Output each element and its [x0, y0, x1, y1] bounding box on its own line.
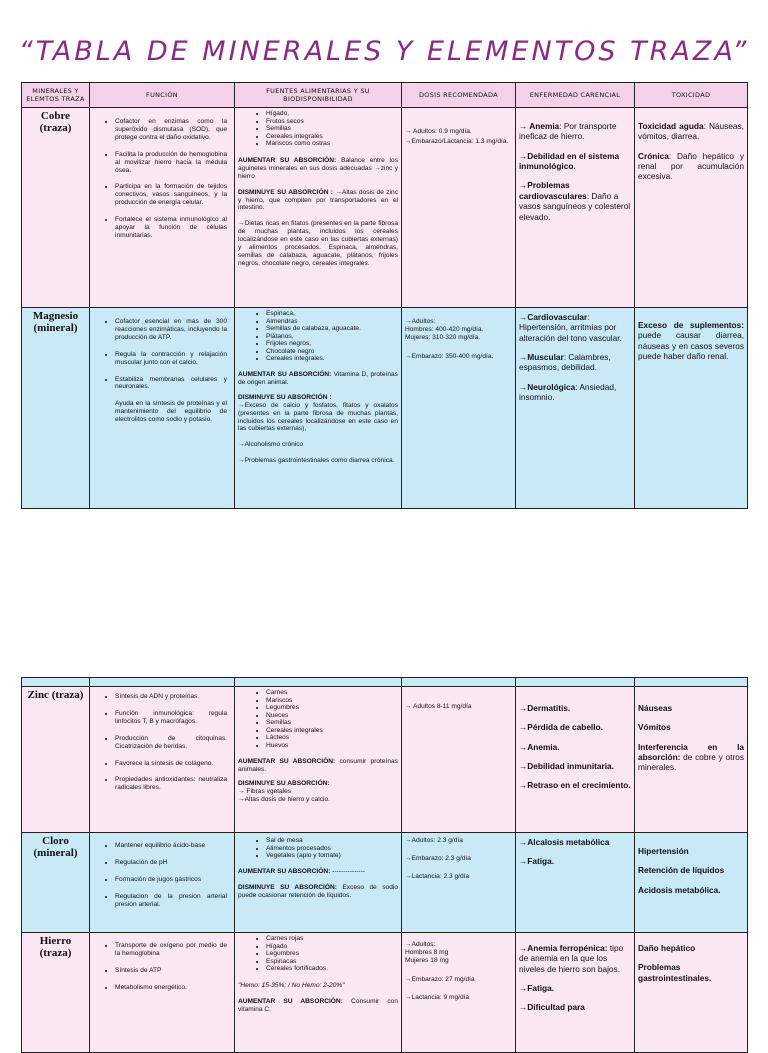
- def-text: : Ansiedad, insomnio.: [519, 381, 617, 403]
- list-item: • Transporte de oxígeno por medio de la hemoglobina: [115, 942, 227, 958]
- list-item: • Formación de jugos gástricos: [115, 876, 227, 884]
- disminuye-text: →Altas dosis de zinc y hierro, que compiten por transportadores en el intestino.: [238, 188, 398, 212]
- mineral-name: Zinc (traza): [22, 687, 90, 833]
- list-item: • Carnes rojas: [266, 935, 398, 943]
- disminuye-label: DISMINUYE SU ABSORCIÓN:: [238, 883, 337, 891]
- dose-line: →Embarazo: 2.3 g/día: [405, 855, 471, 863]
- list-item: • Cereales fortificados.: [266, 965, 398, 973]
- funcion-cell: [90, 687, 235, 833]
- def-text: : Daño a vasos sanguíneos y colesterol elevado.: [519, 190, 631, 222]
- list-item: • Almendras: [266, 318, 398, 326]
- dosis-cell: [402, 833, 516, 933]
- table-row-hierro: [22, 933, 748, 1053]
- tox-title: Toxicidad aguda: [638, 121, 704, 131]
- list-item: • Mariscos como ostras: [266, 140, 398, 148]
- list-item: • Función inmunológica: regula linfocitos T, B y macrófagos.: [115, 710, 227, 726]
- def-title: →Debilidad inmunitaria.: [519, 761, 614, 772]
- list-item: • Participa en la formación de tejidos conectivos, vasos sanguíneos, y la producción de energía celular.: [115, 183, 227, 207]
- list-item: • Cofactor esencial en más de 300 reacciones enzimáticas, incluyendo la producción de ATP.: [115, 318, 227, 342]
- toxicidad-cell: [635, 308, 748, 509]
- toxicidad-cell: [635, 687, 748, 833]
- list-item: • Legumbres: [266, 950, 398, 958]
- list-item: • Mariscos: [266, 697, 398, 705]
- tox-title: Vómitos: [638, 722, 671, 733]
- def-title: →Debilidad en el sistema inmunológico.: [519, 150, 620, 172]
- tox-title: Crónica: [638, 150, 669, 161]
- list-item: • Hígado,: [266, 110, 398, 118]
- def-text: : Calambres, espasmos, debilidad.: [519, 352, 611, 373]
- list-item: • Mantener equilibrio ácido-base: [115, 842, 227, 850]
- funcion-extra: Ayuda en la síntesis de proteínas y el mantenimiento del equilibrio de electrolitos como sodio y potasio.: [115, 400, 227, 424]
- list-item: • Cereales integrales: [266, 133, 398, 141]
- tox-text: : Náuseas, vómitos, diarrea.: [638, 121, 744, 142]
- fuentes-cell: [235, 108, 402, 308]
- dosis-cell: [402, 108, 516, 308]
- list-item: • Semillas de calabaza, aguacate.: [266, 325, 398, 333]
- def-title: →Retraso en el crecimiento.: [519, 780, 631, 791]
- mineral-name: Cloro (mineral): [22, 833, 90, 933]
- list-item: • Huevos: [266, 742, 398, 750]
- dose-line: →Lactancia: 2.3 g/día: [405, 873, 470, 881]
- list-item: • Producción de citoquinas. Cicatrización de heridas.: [115, 735, 227, 751]
- tox-title: Daño hepático: [638, 943, 696, 953]
- enfermedad-cell: [516, 933, 635, 1053]
- tox-title: Retención de líquidos: [638, 865, 725, 876]
- def-title: →Muscular: [519, 352, 564, 363]
- list-item: • Regulacion de la presion arterial presión arterial.: [115, 893, 227, 909]
- disminuye-label: DISMINUYE SU ABSORCIÓN :: [238, 188, 333, 196]
- list-item: • Espinacas: [266, 958, 398, 966]
- list-item: • Fortalece el sistema inmunológico al apoyar la función de células inmunitarias.: [115, 216, 227, 240]
- disminuye-text-2: →Dietas ricas en fitatos (presentes en la parte fibrosa de muchas plantas, incluidos los cereales localizándose en este caso en las cubiertas externas) y alimentos procesados. Espinaca, almendras, semillas de calabaza, aguacate, plátanos, frijoles negros, chocolate negro, cereales integrales.: [238, 220, 398, 267]
- aumentar-text: Balance entre los aguinetes minerales en sus dosis adecuadas →zinc y hierro: [238, 156, 398, 180]
- tox-title: Hipertensión: [638, 846, 689, 856]
- tox-text: : Daño hepático y renal por acumulación excesiva.: [638, 150, 744, 182]
- toxicidad-cell: [635, 833, 748, 933]
- header-funcion: FUNCIÓN: [90, 83, 235, 108]
- list-item: • Hígado: [266, 943, 398, 951]
- list-item: • Frutos secos: [266, 118, 398, 126]
- def-title: →Fatiga.: [519, 856, 555, 867]
- dosis-cell: [402, 687, 516, 833]
- mineral-name: Magnesio (mineral): [22, 308, 90, 509]
- aumentar-text: consumir proteínas animales.: [238, 757, 398, 773]
- tox-title: Exceso de suplementos:: [638, 320, 744, 330]
- list-item: • Favorece la síntesis de colágeno.: [115, 760, 227, 768]
- tox-title: Interferencia en la absorción:: [638, 741, 744, 763]
- header-dosis: DOSIS RECOMENDADA: [402, 83, 516, 108]
- list-item: • Vegetales (apio y tomate): [266, 852, 398, 860]
- def-title: →Pérdida de cabello.: [519, 722, 603, 733]
- mineral-name: Hierro (traza): [22, 933, 90, 1053]
- def-title: →Dificultad para: [519, 1002, 585, 1013]
- table-header-blank: [22, 678, 748, 687]
- fuentes-cell: [235, 833, 402, 933]
- list-item: • Semillas: [266, 125, 398, 133]
- dosis-cell: [402, 933, 516, 1053]
- funcion-cell: [90, 933, 235, 1053]
- aumentar-text: ---------------: [332, 867, 366, 875]
- tox-text: puede causar diarrea, náuseas y en casos severos puede haber daño renal.: [638, 330, 744, 362]
- header-mineral: MINERALES Y ELEMTOS TRAZA: [22, 83, 90, 108]
- def-title: →Anemia ferropénica:: [519, 943, 608, 953]
- aumentar-text: Vitamina D, proteínas de origen animal.: [238, 371, 398, 386]
- aumentar-text: Consumir con vitamina C.: [238, 997, 398, 1013]
- funcion-cell: [90, 308, 235, 509]
- toxicidad-cell: [635, 108, 748, 308]
- dose-line: →Lactancia: 9 mg/día: [405, 993, 470, 1001]
- list-item: • Estabiliza membranas celulares y neuronales.: [115, 376, 227, 392]
- aumentar-label: AUMENTAR SU ABSORCIÓN:: [238, 867, 331, 875]
- dose-line: →Embarazo: 350-400 mg/día.: [405, 352, 494, 360]
- list-item: • Legumbres: [266, 704, 398, 712]
- dosis-cell: [402, 308, 516, 509]
- dose-line: →Embarazo: 27 mg/día: [405, 975, 475, 983]
- enfermedad-cell: [516, 687, 635, 833]
- minerals-table-2: [21, 677, 748, 1053]
- tox-text: de cobre y otros minerales.: [638, 752, 744, 773]
- funcion-cell: [90, 833, 235, 933]
- list-item: • Cereales integrales.: [266, 355, 398, 363]
- list-item: • Chocolate negro: [266, 348, 398, 356]
- header-toxicidad: TOXICIDAD: [635, 83, 748, 108]
- hemo-note: "Hemo: 15-35%; / No Hemo: 2-20%": [238, 981, 345, 989]
- header-fuentes: FUENTES ALIMENTARIAS Y SU BIODISPONIBILIDAD: [235, 83, 402, 108]
- dose-line: →Adultos: 2.3 g/día: [405, 837, 463, 844]
- table-row-magnesio: [22, 308, 748, 509]
- disminuye-text-2: →Alcoholismo crónico: [238, 441, 304, 449]
- funcion-cell: [90, 108, 235, 308]
- disminuye-label: DISMINUYE SU ABSORCIÓN:: [238, 780, 330, 788]
- tox-title: Problemas gastrointestinales.: [638, 962, 712, 983]
- aumentar-label: AUMENTAR SU ABSORCIÓN:: [238, 997, 343, 1005]
- list-item: • Sal de mesa: [266, 837, 398, 845]
- def-title: →Fatiga.: [519, 983, 555, 994]
- disminuye-label: DISMINUYE SU ABSORCIÓN :: [238, 393, 332, 401]
- enfermedad-cell: [516, 308, 635, 509]
- fuentes-cell: [235, 933, 402, 1053]
- disminuye-text: →Exceso de calcio y fosfatos, fitatos y oxalatos (presentes en la parte fibrosa de muchas plantas, incluidos los cereales localizándose en este caso en las cubiertas externas),: [238, 401, 398, 433]
- list-item: • Cereales integrales: [266, 727, 398, 735]
- def-title: → Anemia: [519, 121, 560, 131]
- table-row-zinc: [22, 687, 748, 833]
- list-item: • Facilita la producción de hemoglobina al movilizar hierro hacia la médula ósea.: [115, 151, 227, 175]
- minerals-table-1: [21, 82, 748, 509]
- list-item: • Plátanos,: [266, 333, 398, 341]
- dose-line: → Adultos 8-11 mg/día: [405, 703, 472, 710]
- dose-line: →Adultos: Hombres 8 mg Mujeres 18 mg: [405, 941, 449, 965]
- def-text: tipo de anemia en la que los niveles de hierro son bajos.: [519, 943, 624, 974]
- def-title: →Cardiovascular: [519, 312, 588, 322]
- def-title: →Dermatitis.: [519, 703, 571, 713]
- def-text: : Hipertensión, arritmias por alteración del tono vascular.: [519, 312, 622, 343]
- disminuye-text-3: →Problemas gastrointestinales como diarrea crónica.: [238, 457, 395, 465]
- list-item: • Propiedades antioxidantes: neutraliza radicales libres.: [115, 776, 227, 792]
- list-item: • Regula la contracción y relajación muscular junto con el calcio.: [115, 351, 227, 367]
- tox-title: Acidosis metabólica.: [638, 884, 721, 895]
- dose-line: → Adultos: 0.9 mg/día.: [405, 128, 472, 135]
- list-item: • Espinaca,: [266, 310, 398, 318]
- disminuye-text: Exceso de sodio puede ocasionar retención de líquidos.: [238, 883, 398, 899]
- aumentar-label: AUMENTAR SU ABSORCIÓN:: [238, 371, 332, 379]
- list-item: • Carnes: [266, 689, 398, 697]
- table-row-cloro: [22, 833, 748, 933]
- list-item: • Síntesis de ADN y proteínas.: [115, 693, 227, 701]
- def-title: →Problemas cardiovasculares: [519, 180, 587, 201]
- def-title: →Alcalosis metabólica: [519, 837, 610, 847]
- aumentar-label: AUMENTAR SU ABSORCIÓN:: [238, 757, 336, 765]
- def-title: →Anemia.: [519, 741, 560, 752]
- header-enfermedad: ENFERMEDAD CARENCIAL: [516, 83, 635, 108]
- list-item: • Alimentos procesados: [266, 845, 398, 853]
- def-text: : Por transporte ineficaz de hierro.: [519, 121, 617, 142]
- list-item: • Cofactor en enzimas como la superóxido dismutasa (SOD), que protege contra el daño oxidativo.: [115, 118, 227, 142]
- mineral-name: Cobre (traza): [22, 108, 90, 308]
- list-item: • Frijoles negros,: [266, 340, 398, 348]
- def-title: →Neurológica: [519, 381, 576, 392]
- dose-line: →Adultos: Hombres: 400-420 mg/día. Mujeres: 310-320 mg/día.: [405, 318, 484, 342]
- list-item: • Nueces: [266, 712, 398, 720]
- disminuye-text: → Fibras vgetales →Altas dosis de hierro y calcio.: [238, 788, 330, 804]
- list-item: • Regulación de pH: [115, 859, 227, 867]
- toxicidad-cell: [635, 933, 748, 1053]
- enfermedad-cell: [516, 108, 635, 308]
- list-item: • Síntesis de ATP: [115, 967, 227, 975]
- list-item: • Metabolismo energético.: [115, 984, 227, 992]
- page-title: “TABLA DE MINERALES Y ELEMENTOS TRAZA”: [18, 36, 750, 67]
- list-item: • Semillas: [266, 719, 398, 727]
- aumentar-label: AUMENTAR SU ABSORCIÓN:: [238, 156, 337, 164]
- fuentes-cell: [235, 308, 402, 509]
- tox-title: Náuseas: [638, 703, 673, 713]
- list-item: • Lácteos: [266, 734, 398, 742]
- fuentes-cell: [235, 687, 402, 833]
- dose-line: →Embarazo/Lactancia: 1.3 mg/día.: [405, 138, 509, 146]
- table-row-cobre: [22, 108, 748, 308]
- enfermedad-cell: [516, 833, 635, 933]
